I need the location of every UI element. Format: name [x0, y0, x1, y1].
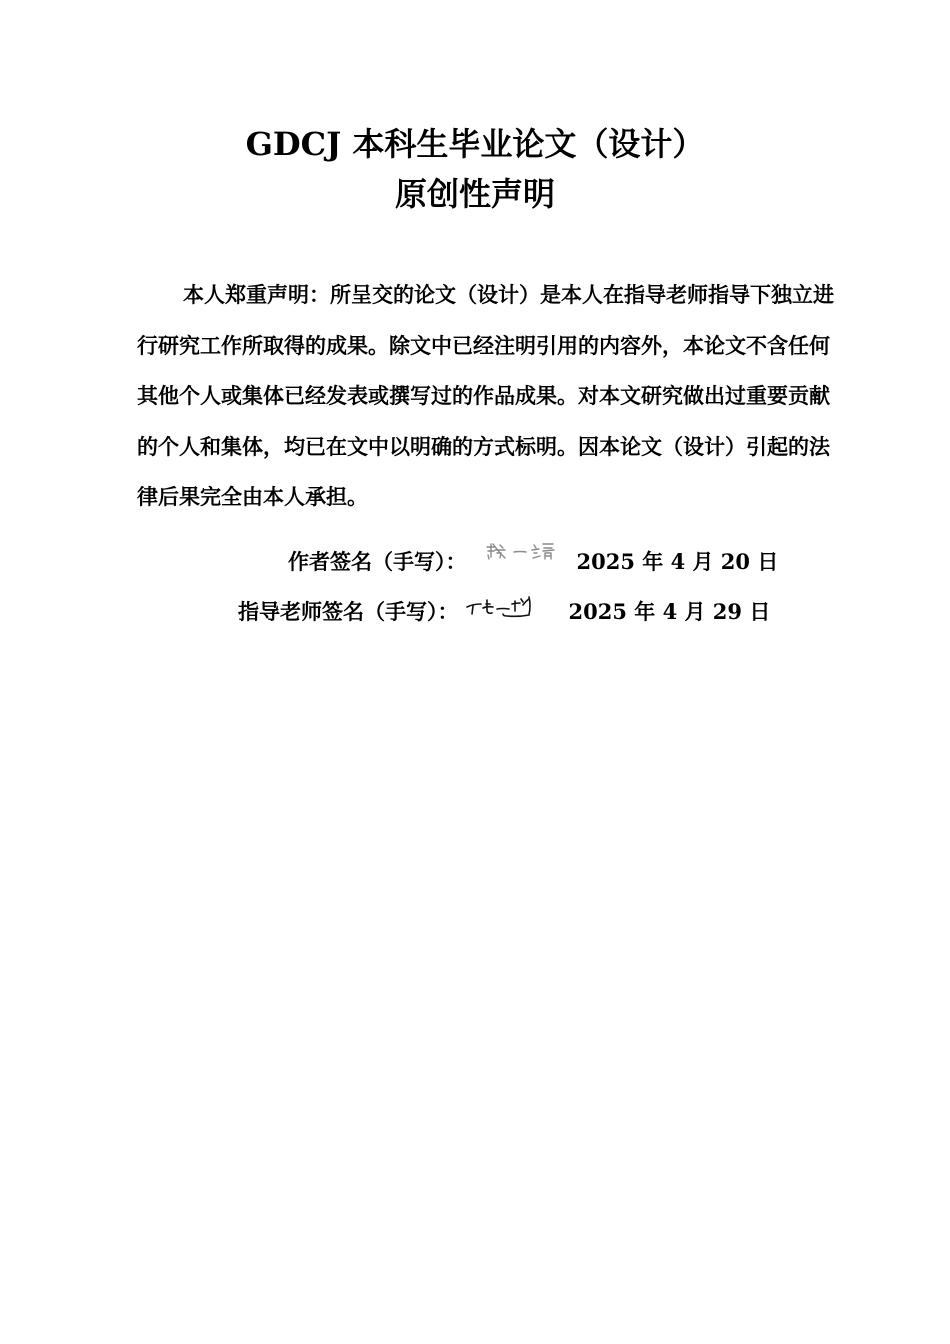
author-handwritten-signature — [467, 541, 567, 581]
author-signature-line — [288, 541, 778, 581]
declaration-text: 本人郑重声明：所呈交的论文（设计）是本人在指导老师指导下独立进行研究工作所取得的成果。除文中已经注明引用的内容外，本论文不含任何其他个人或集体已经发表或撰写过的作品成果。对本文研究做出过重要贡献的个人和集体，均已在文中以明确的方式标明。因本论文（设计）引起的法律后果完全由本人承担。 — [137, 282, 834, 509]
advisor-signature-label: 指导老师签名（手写）： — [238, 599, 459, 624]
author-signature-label: 作者签名（手写）： — [288, 549, 467, 574]
author-signature-date: 2025 年 4 月 20 日 — [576, 549, 779, 574]
advisor-handwritten-signature — [459, 591, 559, 631]
document-title: GDCJ 本科生毕业论文（设计） — [245, 125, 705, 163]
declaration-paragraph — [137, 270, 842, 523]
advisor-signature-line — [238, 591, 770, 631]
advisor-signature-date: 2025 年 4 月 29 日 — [568, 599, 771, 624]
document-subtitle: 原创性声明 — [394, 175, 555, 213]
